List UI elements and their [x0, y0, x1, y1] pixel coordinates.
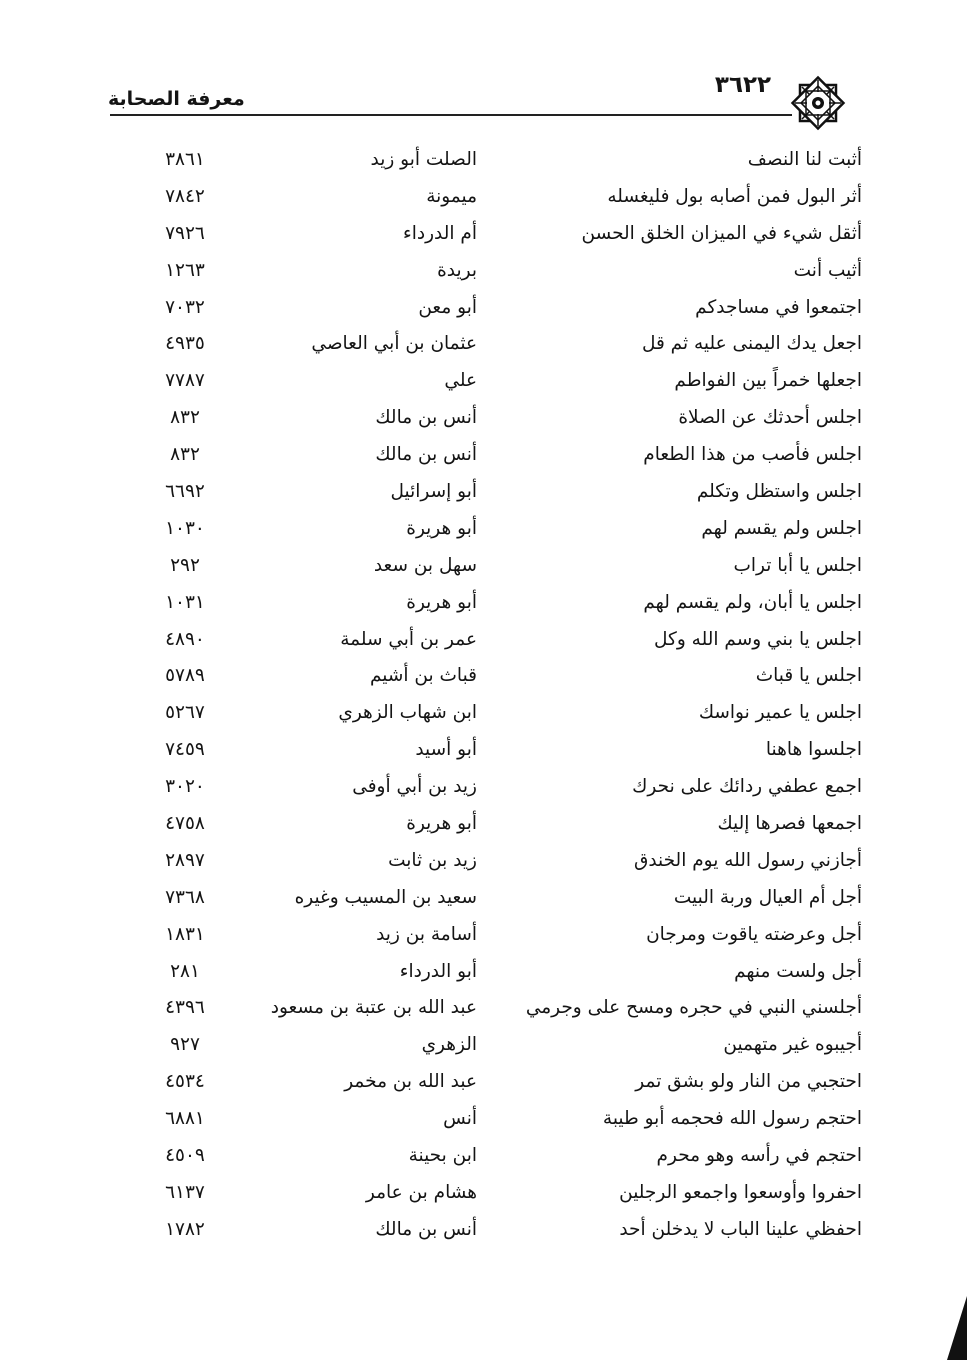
narrator-name: زيد بن ثابت [388, 849, 477, 871]
index-row [0, 695, 967, 732]
hadith-number: ٤٥٣٤ [165, 1071, 205, 1093]
hadith-number: ٦٨٨١ [165, 1108, 205, 1130]
ornament-star-icon [787, 72, 849, 134]
hadith-number: ٧٧٨٧ [165, 370, 205, 392]
hadith-number: ٧٤٥٩ [165, 739, 205, 761]
index-row [0, 474, 967, 511]
hadith-opening: اجتمعوا في مساجدكم [695, 296, 862, 318]
hadith-opening: اجلس يا عمير نواسك [698, 702, 862, 724]
hadith-opening: اجلس يا قباث [755, 665, 862, 687]
index-row [0, 1064, 967, 1101]
hadith-number: ٢٩٢ [170, 554, 200, 576]
hadith-opening: أجازني رسول الله يوم الخندق [633, 849, 862, 871]
hadith-opening: احتجبي من النار ولو بشق تمر [635, 1071, 862, 1093]
index-row [0, 179, 967, 216]
hadith-opening: أجلسني النبي في حجره ومسح على وجرمي [525, 997, 862, 1019]
narrator-name: أنس بن مالك [375, 1218, 477, 1240]
scan-edge-mark [943, 1296, 967, 1360]
hadith-opening: اجلس يا بني وسم الله وكل [654, 628, 862, 650]
index-row [0, 142, 967, 179]
index-row [0, 548, 967, 585]
hadith-opening: احتجم رسول الله فحجمه أبو طيبة [602, 1108, 862, 1130]
narrator-name: الصلت أبو زيد [370, 149, 477, 170]
narrator-name: أبو إسرائيل [390, 481, 477, 503]
index-row [0, 880, 967, 917]
hadith-number: ٣٨٦١ [165, 149, 205, 170]
narrator-name: قباث بن أشيم [369, 665, 477, 687]
hadith-number: ٩٢٧ [170, 1034, 200, 1056]
narrator-name: بريدة [437, 259, 477, 281]
narrator-name: ابن بحينة [408, 1145, 477, 1167]
hadith-number: ١٠٣٠ [165, 517, 205, 539]
hadith-number: ١٧٨٢ [165, 1218, 205, 1240]
index-row [0, 732, 967, 769]
narrator-name: أبو معن [418, 296, 477, 318]
index-row [0, 585, 967, 622]
narrator-name: أبو الدرداء [399, 960, 477, 982]
narrator-name: أنس بن مالك [375, 407, 477, 429]
index-row [0, 400, 967, 437]
hadith-number: ١٠٣١ [165, 591, 205, 613]
hadith-opening: اجلسوا هاهنا [765, 739, 862, 761]
hadith-number: ٧٣٦٨ [165, 886, 205, 908]
index-row [0, 363, 967, 400]
index-row [0, 1027, 967, 1064]
narrator-name: عثمان بن أبي العاصي [311, 333, 477, 355]
hadith-opening: أثقل شيء في الميزان الخلق الحسن [581, 222, 862, 244]
hadith-number: ٦٦٩٢ [165, 481, 205, 503]
index-row [0, 1175, 967, 1212]
hadith-number: ٤٧٥٨ [165, 813, 205, 835]
index-row [0, 1138, 967, 1175]
index-row [0, 437, 967, 474]
hadith-number: ١٨٣١ [165, 923, 205, 945]
index-row [0, 1101, 967, 1138]
hadith-opening: اجمعها فصرها إليك [717, 813, 862, 835]
index-row [0, 290, 967, 327]
index-row [0, 769, 967, 806]
narrator-name: عبد الله بن عتبة بن مسعود [270, 997, 477, 1019]
hadith-opening: أثر البول فمن أصابه بول فليغسله [607, 185, 862, 207]
hadith-index-list [0, 142, 967, 1249]
running-title: معرفة الصحابة [108, 88, 245, 110]
hadith-number: ٢٨١ [170, 960, 200, 982]
hadith-opening: اجلس يا أبا تراب [733, 554, 862, 576]
hadith-opening: أجل وعرضته ياقوت ومرجان [646, 923, 862, 945]
narrator-name: زيد بن أبي أوفى [352, 776, 477, 798]
narrator-name: أسامة بن زيد [376, 923, 477, 945]
index-row [0, 917, 967, 954]
hadith-number: ٤٩٣٥ [165, 333, 205, 355]
narrator-name: أنس بن مالك [375, 444, 477, 466]
hadith-number: ١٢٦٣ [165, 259, 205, 281]
hadith-opening: اجلس أحدثك عن الصلاة [678, 407, 862, 429]
narrator-name: أبو أسيد [415, 739, 477, 761]
page-header [0, 0, 967, 130]
hadith-opening: اجلس يا أبان، ولم يقسم لهم [643, 591, 862, 613]
hadith-number: ٢٨٩٧ [165, 849, 205, 871]
narrator-name: ابن شهاب الزهري [338, 702, 477, 724]
hadith-opening: اجمع عطفي ردائك على نحرك [632, 776, 862, 798]
hadith-number: ٧٠٣٢ [165, 296, 205, 318]
hadith-number: ٣٠٢٠ [165, 776, 205, 798]
hadith-number: ٨٣٢ [170, 407, 200, 429]
narrator-name: أبو هريرة [406, 591, 477, 613]
index-row [0, 511, 967, 548]
hadith-opening: اجعلها خمراً بين الفواطم [674, 370, 862, 392]
index-row [0, 253, 967, 290]
hadith-opening: اجلس فأصب من هذا الطعام [643, 444, 862, 466]
index-row [0, 622, 967, 659]
narrator-name: هشام بن عامر [365, 1181, 477, 1203]
hadith-opening: اجلس ولم يقسم لهم [701, 517, 862, 539]
hadith-opening: أثبت لنا النصف [747, 149, 862, 170]
index-row [0, 1212, 967, 1249]
hadith-number: ٦١٣٧ [165, 1181, 205, 1203]
index-row [0, 806, 967, 843]
header-divider [110, 114, 792, 116]
hadith-opening: اجلس واستظل وتكلم [696, 481, 862, 503]
index-row [0, 326, 967, 363]
hadith-number: ٤٨٩٠ [165, 628, 205, 650]
narrator-name: سهل بن سعد [373, 554, 477, 576]
narrator-name: سعيد بن المسيب وغيره [294, 886, 477, 908]
hadith-number: ٧٨٤٢ [165, 185, 205, 207]
narrator-name: عبد الله بن مخمر [344, 1071, 477, 1093]
narrator-name: أنس [443, 1108, 477, 1130]
hadith-opening: أثيب أنت [793, 259, 862, 281]
index-row [0, 843, 967, 880]
hadith-opening: أجل أم العيال وربة البيت [673, 886, 862, 908]
hadith-opening: أجيبوه غير متهمين [723, 1034, 862, 1056]
hadith-number: ٧٩٢٦ [165, 222, 205, 244]
hadith-number: ٨٣٢ [170, 444, 200, 466]
hadith-opening: اجعل يدك اليمنى عليه ثم قل [641, 333, 862, 355]
hadith-number: ٥٢٦٧ [165, 702, 205, 724]
hadith-opening: أجل ولست منهم [734, 960, 862, 982]
index-row [0, 216, 967, 253]
narrator-name: أبو هريرة [406, 517, 477, 539]
hadith-number: ٤٥٠٩ [165, 1145, 205, 1167]
page-number: ٣٦٢٢ [714, 72, 772, 98]
narrator-name: علي [444, 370, 477, 392]
index-row [0, 954, 967, 991]
hadith-opening: احفروا وأوسعوا واجمعو الرجلين [619, 1181, 862, 1203]
hadith-opening: احتجم في رأسه وهو محرم [656, 1145, 862, 1167]
hadith-number: ٥٧٨٩ [165, 665, 205, 687]
index-row [0, 658, 967, 695]
narrator-name: الزهري [421, 1034, 477, 1056]
narrator-name: أبو هريرة [406, 813, 477, 835]
narrator-name: أم الدرداء [403, 222, 477, 244]
narrator-name: عمر بن أبي سلمة [340, 628, 477, 650]
hadith-opening: احفظي علينا الباب لا يدخلن أحد [619, 1218, 862, 1240]
index-row [0, 990, 967, 1027]
hadith-number: ٤٣٩٦ [165, 997, 205, 1019]
narrator-name: ميمونة [426, 185, 477, 207]
